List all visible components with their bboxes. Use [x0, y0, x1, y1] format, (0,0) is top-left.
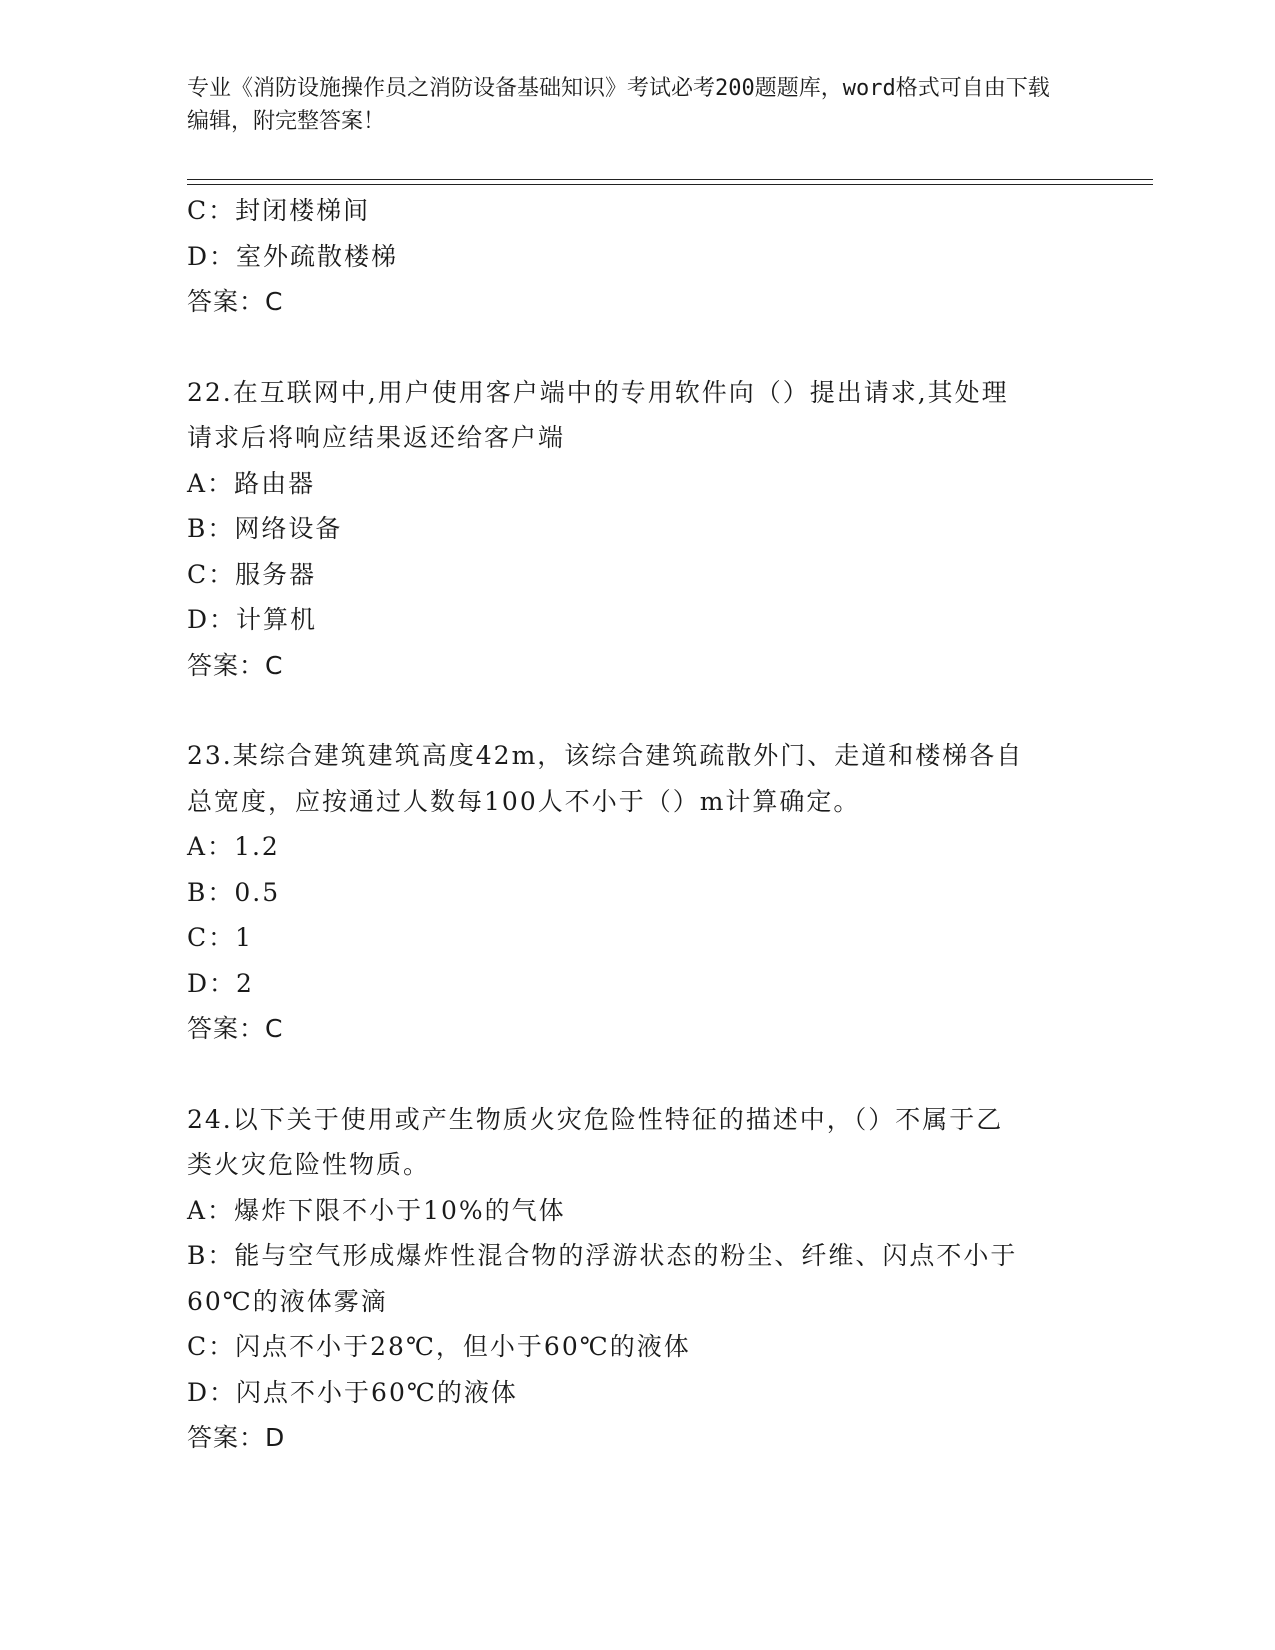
question-stem-line: 总宽度，应按通过人数每100人不小于（）m计算确定。: [187, 786, 861, 816]
option-b: B：网络设备: [187, 514, 343, 543]
option-c: C：服务器: [187, 559, 317, 589]
answer: 答案：C: [187, 1014, 284, 1043]
option-d: D：闪点不小于60℃的液体: [187, 1377, 518, 1407]
question-stem-line: 请求后将响应结果返还给客户端: [187, 423, 566, 452]
option-b-continued: 60℃的液体雾滴: [187, 1286, 388, 1316]
header-rule-top: [187, 179, 1153, 180]
option-b: B：0.5: [187, 877, 281, 907]
page-header: 专业《消防设施操作员之消防设备基础知识》考试必考200题题库，word格式可自由下载编辑，附完整答案！: [187, 76, 1050, 134]
option-a: A：爆炸下限不小于10%的气体: [187, 1195, 566, 1225]
question-stem-line: 24.以下关于使用或产生物质火灾危险性特征的描述中，（）不属于乙: [187, 1104, 1004, 1134]
answer: 答案：C: [187, 650, 284, 680]
option-a: A：1.2: [187, 832, 280, 861]
option-b: B：能与空气形成爆炸性混合物的浮游状态的粉尘、纤维、闪点不小于: [187, 1241, 1018, 1270]
answer: 答案：D: [187, 1423, 286, 1452]
question-23: [187, 733, 1087, 1052]
header-rule-bottom: [187, 184, 1153, 185]
option-d: D：2: [187, 968, 254, 998]
spacer: [187, 325, 1087, 370]
option-c: C：1: [187, 923, 254, 952]
answer: 答案：C: [187, 287, 284, 316]
question-stem-line: 23.某综合建筑建筑高度42m，该综合建筑疏散外门、走道和楼梯各自: [187, 741, 1024, 770]
question-stem-line: 22.在互联网中,用户使用客户端中的专用软件向（）提出请求,其处理: [187, 377, 1009, 407]
spacer: [187, 1052, 1087, 1097]
option-c: C：封闭楼梯间: [187, 196, 371, 225]
option-d: D：室外疏散楼梯: [187, 241, 399, 271]
option-d: D：计算机: [187, 605, 318, 634]
option-c: C：闪点不小于28℃，但小于60℃的液体: [187, 1332, 691, 1361]
spacer: [187, 688, 1087, 733]
question-22: [187, 370, 1087, 689]
question-stem-line: 类火灾危险性物质。: [187, 1150, 431, 1179]
option-a: A：路由器: [187, 468, 316, 498]
prev-question-tail: [187, 188, 1087, 325]
question-content: [187, 188, 1087, 1461]
question-24: [187, 1097, 1087, 1461]
